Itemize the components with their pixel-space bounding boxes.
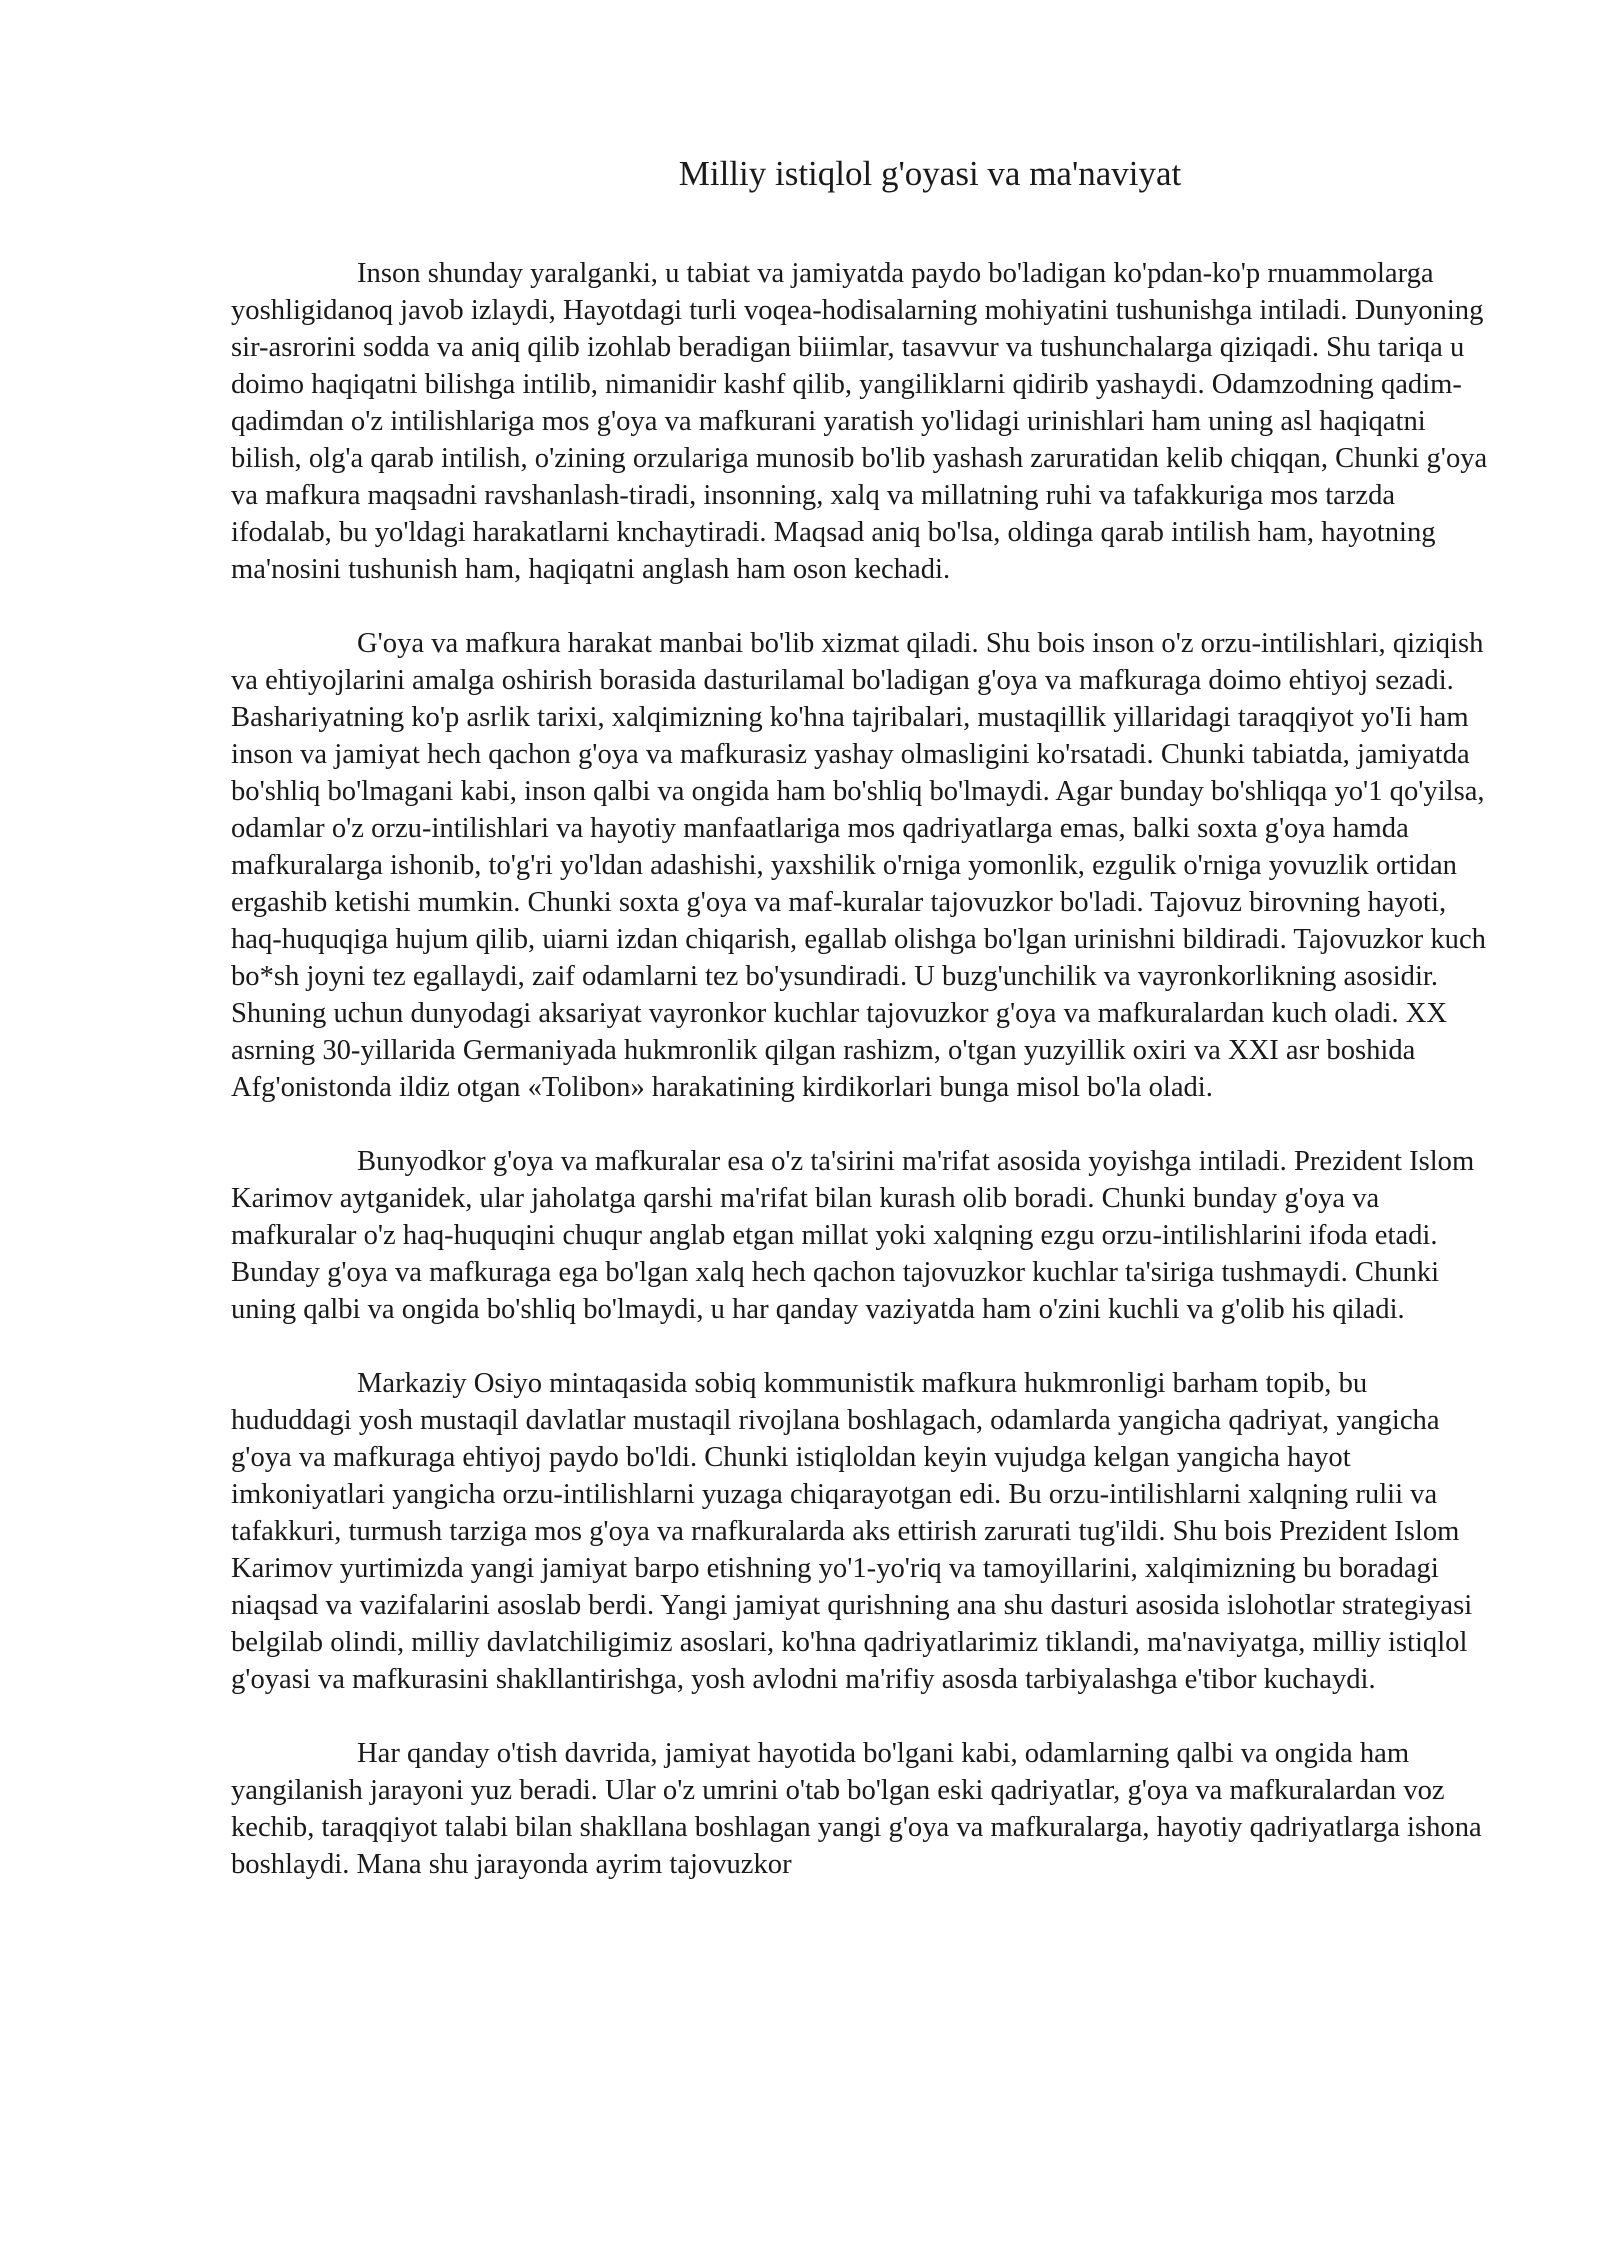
- paragraph-3: Bunyodkor g'oya va mafkuralar esa o'z ta'sirini ma'rifat asosida yoyishga intiladi. Prezident Islom Karimov aytganidek, ular jaholatga qarshi ma'rifat bilan kurash olib boradi. Chunki bunday g'oya va mafkuralar o'z haq-huquqini chuqur anglab etgan millat yoki xalqning ezgu orzu-intilishlarini ifoda etadi. Bunday g'oya va mafkuraga ega bo'lgan xalq hech qachon tajovuzkor kuchlar ta'siriga tushmaydi. Chunki uning qalbi va ongida bo'shliq bo'lmaydi, u har qanday vaziyatda ham o'zini kuchli va g'olib his qiladi.: [231, 1146, 1475, 1325]
- document-title: Milliy istiqlol g'oyasi va ma'naviyat: [678, 154, 1182, 193]
- paragraph-1: Inson shunday yaralganki, u tabiat va jamiyatda paydo bo'ladigan ko'pdan-ko'p rnuammolarga yoshligidanoq javob izlaydi, Hayotdagi turli voqea-hodisalarning mohiyatini tushunishga intiladi. Dunyoning sir-asrorini sodda va aniq qilib izohlab beradigan biiimlar, tasavvur va tushunchalarga qiziqadi. Shu tariqa u doimo haqiqatni bilishga intilib, nimanidir kashf qilib, yangiliklarni qidirib yashaydi. Odamzodning qadim-qadimdan o'z intilishlariga mos g'oya va mafkurani yaratish yo'lidagi urinishlari ham uning asl haqiqatni bilish, olg'a qarab intilish, o'zining orzulariga munosib bo'lib yashash zaruratidan kelib chiqqan, Chunki g'oya va mafkura maqsadni ravshanlash-tiradi, insonning, xalq va millatning ruhi va tafakkuriga mos tarzda ifodalab, bu yo'ldagi harakatlarni knchaytiradi. Maqsad aniq bo'lsa, oldinga qarab intilish ham, hayotning ma'nosini tushunish ham, haqiqatni anglash ham oson kechadi.: [231, 258, 1488, 585]
- paragraph-2: G'oya va mafkura harakat manbai bo'lib xizmat qiladi. Shu bois inson o'z orzu-intilishlari, qiziqish va ehtiyojlarini amalga oshirish borasida dasturilamal bo'ladigan g'oya va mafkuraga doimo ehtiyoj sezadi. Bashariyatning ko'p asrlik tarixi, xalqimizning ko'hna tajribalari, mustaqillik yillaridagi taraqqiyot yo'Ii ham inson va jamiyat hech qachon g'oya va mafkurasiz yashay olmasligini ko'rsatadi. Chunki tabiatda, jamiyatda bo'shliq bo'lmagani kabi, inson qalbi va ongida ham bo'shliq bo'lmaydi. Agar bunday bo'shliqqa yo'1 qo'yilsa, odamlar o'z orzu-intilishlari va hayotiy manfaatlariga mos qadriyatlarga emas, balki soxta g'oya hamda mafkuralarga ishonib, to'g'ri yo'ldan adashishi, yaxshilik o'rniga yomonlik, ezgulik o'rniga yovuzlik ortidan ergashib ketishi mumkin. Chunki soxta g'oya va maf-kuralar tajovuzkor bo'ladi. Tajovuz birovning hayoti, haq-huquqiga hujum qilib, uiarni izdan chiqarish, egallab olishga bo'lgan urinishni bildiradi. Tajovuzkor kuch bo*sh joyni tez egallaydi, zaif odamlarni tez bo'ysundiradi. U buzg'unchilik va vayronkorlikning asosidir. Shuning uchun dunyodagi aksariyat vayronkor kuchlar tajovuzkor g'oya va mafkuralardan kuch oladi. XX asrning 30-yillarida Germaniyada hukmronlik qilgan rashizm, o'tgan yuzyillik oxiri va XXI asr boshida Afg'onistonda ildiz otgan «Tolibon» harakatining kirdikorlari bunga misol bo'la oladi.: [231, 628, 1486, 1103]
- paragraph-4: Markaziy Osiyo mintaqasida sobiq kommunistik mafkura hukmronligi barham topib, bu hududdagi yosh mustaqil davlatlar mustaqil rivojlana boshlagach, odamlarda yangicha qadriyat, yangicha g'oya va mafkuraga ehtiyoj paydo bo'ldi. Chunki istiqloldan keyin vujudga kelgan yangicha hayot imkoniyatlari yangicha orzu-intilishlarni yuzaga chiqarayotgan edi. Bu orzu-intilishlarni xalqning rulii va tafakkuri, turmush tarziga mos g'oya va rnafkuralarda aks ettirish zarurati tug'ildi. Shu bois Prezident Islom Karimov yurtimizda yangi jamiyat barpo etishning yo'1-yo'riq va tamoyillarini, xalqimizning bu boradagi niaqsad va vazifalarini asoslab berdi. Yangi jamiyat qurishning ana shu dasturi asosida islohotlar strategiyasi belgilab olindi, milliy davlatchiligimiz asoslari, ko'hna qadriyatlarimiz tiklandi, ma'naviyatga, milliy istiqlol g'oyasi va mafkurasini shakllantirishga, yosh avlodni ma'rifiy asosda tarbiyalashga e'tibor kuchaydi.: [231, 1368, 1473, 1695]
- document-body: [231, 255, 1491, 1920]
- paragraph-5: Har qanday o'tish davrida, jamiyat hayotida bo'lgani kabi, odamlarning qalbi va ongida ham yangilanish jarayoni yuz beradi. Ular o'z umrini o'tab bo'lgan eski qadriyatlar, g'oya va mafkuralardan voz kechib, taraqqiyot talabi bilan shakllana boshlagan yangi g'oya va mafkuralarga, hayotiy qadriyatlarga ishona boshlaydi. Mana shu jarayonda ayrim tajovuzkor: [231, 1738, 1482, 1880]
